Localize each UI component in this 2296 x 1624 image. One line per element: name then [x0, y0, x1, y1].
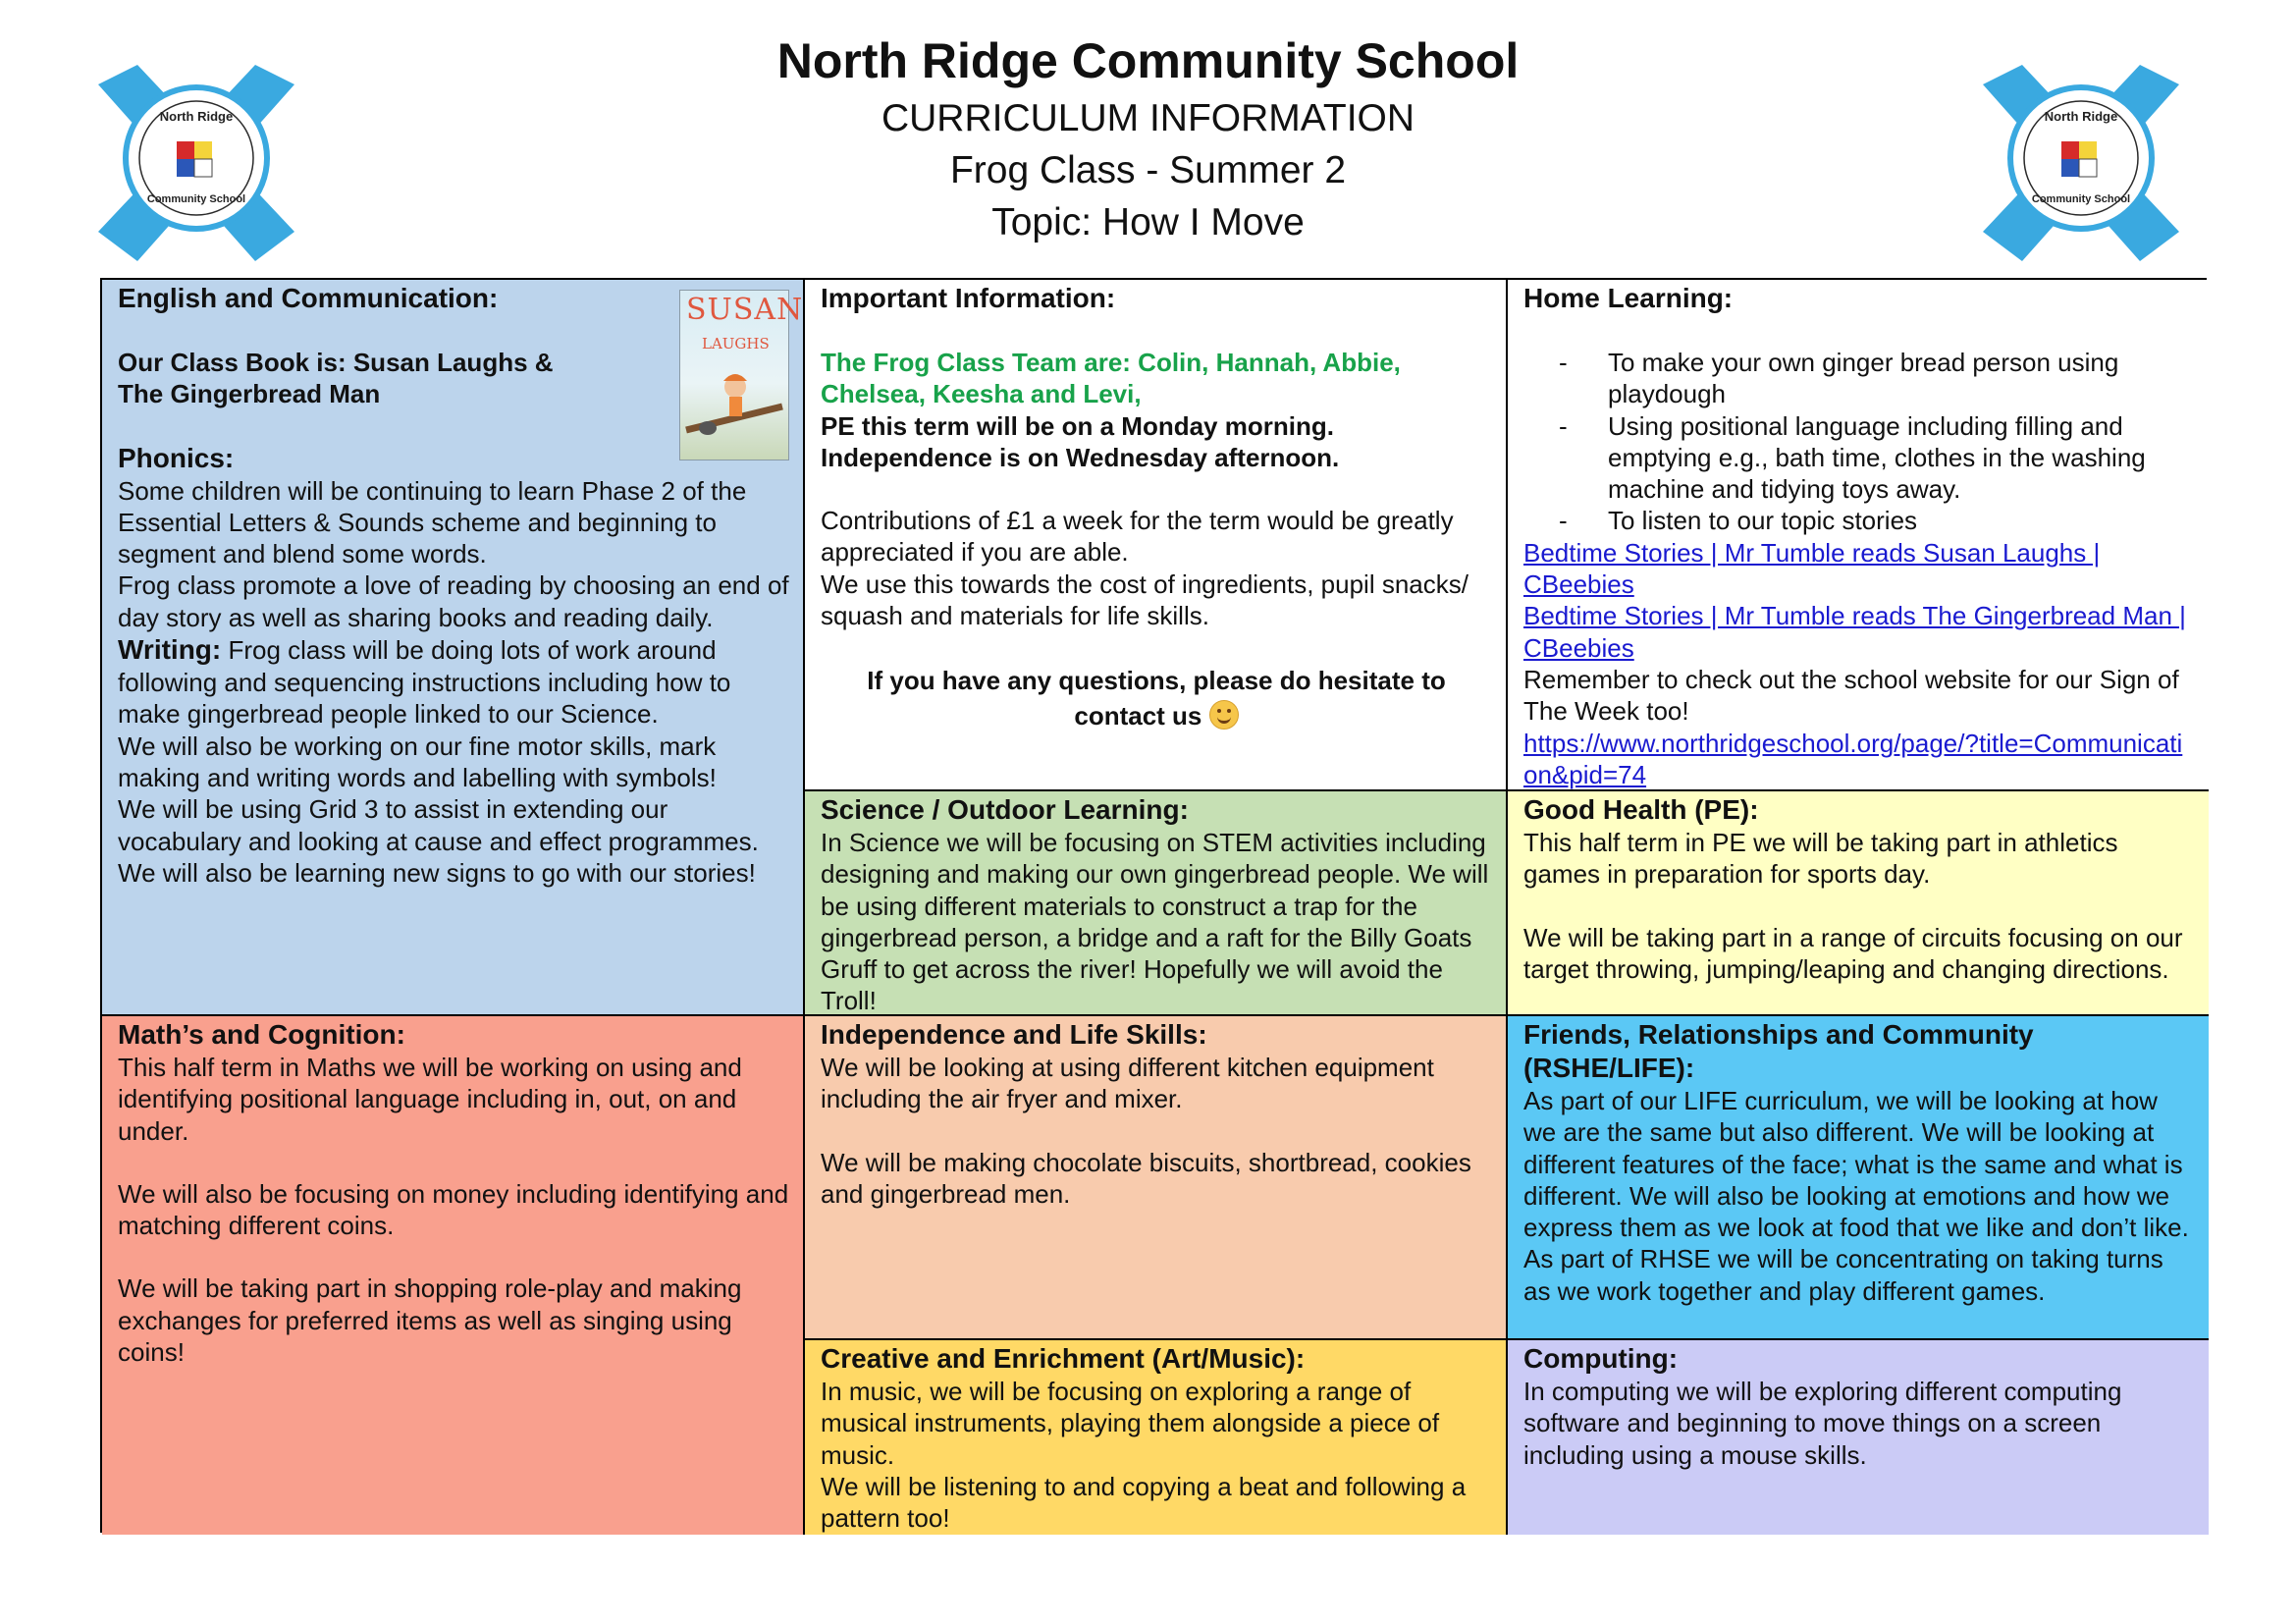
creative-text-2: We will be listening to and copying a beat and following a pattern too! [821, 1471, 1467, 1534]
friends-relationships-section [1508, 1016, 2209, 1340]
writing-text-4: We will also be learning new signs to go with our stories! [118, 857, 756, 888]
book-cover-title: SUSAN [686, 293, 804, 327]
logo-text-bottom: Community School [146, 193, 246, 205]
phonics-text-2: Frog class promote a love of reading by choosing an end of day story as well as sharing books and reading daily. [118, 570, 789, 632]
maths-text-3: We will be taking part in shopping role-play and making exchanges for preferred items as well as singing using coins! [118, 1273, 742, 1368]
class-team: The Frog Class Team are: Colin, Hannah, Abbie, Chelsea, Keesha and Levi, [821, 348, 1401, 409]
smiley-icon [1209, 700, 1239, 730]
computing-section [1508, 1340, 2209, 1535]
computing-text: In computing we will be exploring different computing software and beginning to move things on a screen including using a mouse skills. [1523, 1377, 2122, 1470]
list-item: - To listen to our topic stories [1608, 505, 2195, 536]
english-section [102, 280, 805, 1016]
home-learning-list [1523, 347, 2195, 537]
class-book-line2: The Gingerbread Man [118, 379, 381, 409]
writing-text-1 [118, 633, 789, 731]
maths-text-1: This half term in Maths we will be working on using and identifying positional language including in, out, on and under. [118, 1053, 742, 1146]
important-info-section [805, 280, 1508, 791]
good-health-section [1508, 791, 2209, 1016]
friends-text-2: As part of RHSE we will be concentrating on taking turns as we work together and play different games. [1523, 1244, 2163, 1306]
questions-text [821, 663, 1492, 733]
phonics-heading: Phonics: [118, 442, 235, 473]
writing-label: Writing: [118, 634, 222, 666]
independence-day: Independence is on Wednesday afternoon. [821, 442, 1340, 472]
book-cover-image [679, 290, 804, 460]
page-header [0, 29, 2296, 248]
friends-heading: Friends, Relationships and Community (RSHE/LIFE): [1523, 1019, 2034, 1083]
independence-section [805, 1016, 1508, 1340]
contributions-usage: We use this towards the cost of ingredients, pupil snacks/ squash and materials for life skills. [821, 568, 1468, 631]
health-text-1: This half term in PE we will be taking part in athletics games in preparation for sports day. [1523, 828, 2118, 890]
computing-heading: Computing: [1523, 1343, 1679, 1374]
science-heading: Science / Outdoor Learning: [821, 794, 1189, 825]
independence-heading: Independence and Life Skills: [821, 1019, 1207, 1050]
susan-laughs-story-link[interactable]: Bedtime Stories | Mr Tumble reads Susan Laughs | CBeebies [1523, 537, 2101, 600]
logo-text-top: North Ridge [2044, 109, 2118, 124]
important-heading: Important Information: [821, 283, 1116, 313]
home-learning-section [1508, 280, 2209, 791]
book-illustration [680, 346, 788, 463]
curriculum-grid [100, 278, 2207, 1533]
friends-text-1: As part of our LIFE curriculum, we will be looking at how we are the same but also different. We will be looking at different features of the face; what is the same and what is different. We will also be looking at emotions and how we express them as we look at food that we like and don’t like. [1523, 1086, 2189, 1243]
creative-text-1: In music, we will be focusing on exploring a range of musical instruments, playing them alongside a piece of music. [821, 1377, 1440, 1470]
class-book-line1: Our Class Book is: Susan Laughs & [118, 348, 554, 377]
school-name: North Ridge Community School [776, 33, 1520, 88]
science-section [805, 791, 1508, 1016]
list-item: - To make your own ginger bread person using playdough [1608, 347, 2195, 410]
writing-text-2: We will also be working on our fine motor skills, mark making and writing words and labelling with symbols! [118, 731, 717, 792]
health-text-2: We will be taking part in a range of circuits focusing on our target throwing, jumping/leaping and changing directions. [1523, 922, 2183, 984]
pe-day: PE this term will be on a Monday morning. [821, 410, 1334, 441]
gingerbread-man-story-link[interactable]: Bedtime Stories | Mr Tumble reads The Gingerbread Man | CBeebies [1523, 601, 2186, 663]
health-heading: Good Health (PE): [1523, 794, 1759, 825]
questions-label: If you have any questions, please do hesitate to contact us [867, 666, 1446, 731]
maths-section [102, 1016, 805, 1535]
writing-body: Frog class will be doing lots of work around following and sequencing instructions including how to make gingerbread people linked to our Science. [118, 635, 731, 730]
home-heading: Home Learning: [1523, 283, 1734, 313]
english-heading: English and Communication: [118, 283, 499, 313]
independence-text-2: We will be making chocolate biscuits, shortbread, cookies and gingerbread men. [821, 1147, 1471, 1209]
science-text: In Science we will be focusing on STEM activities including designing and making our own gingerbread people. We will be using different materials to construct a trap for the gingerbread person, a bridge and a raft for the Billy Goats Gruff to get across the river! Hopefully we will avoid the Troll! [821, 828, 1489, 1016]
creative-heading: Creative and Enrichment (Art/Music): [821, 1343, 1306, 1374]
book-cover-subtitle: LAUGHS [702, 335, 770, 352]
creative-section [805, 1340, 1508, 1535]
logo-text-bottom: Community School [2031, 193, 2131, 205]
contributions-text: Contributions of £1 a week for the term would be greatly appreciated if you are able. [821, 506, 1454, 568]
phonics-text-1: Some children will be continuing to learn Phase 2 of the Essential Letters & Sounds scheme and beginning to segment and blend some words. [118, 475, 747, 569]
writing-text-3: We will be using Grid 3 to assist in extending our vocabulary and looking at cause and effect programmes. [118, 794, 759, 856]
independence-text-1: We will be looking at using different kitchen equipment including the air fryer and mixer. [821, 1053, 1434, 1114]
topic: Topic: How I Move [991, 201, 1305, 244]
school-website-link[interactable]: https://www.northridgeschool.org/page/?title=Communication&pid=74 [1523, 728, 2183, 789]
maths-text-2: We will also be focusing on money including identifying and matching different coins. [118, 1178, 789, 1241]
list-item: - Using positional language including filling and emptying e.g., bath time, clothes in the washing machine and tidying toys away. [1608, 410, 2195, 506]
page-subtitle: CURRICULUM INFORMATION [881, 97, 1415, 139]
website-reminder: Remember to check out the school website for our Sign of The Week too! [1523, 664, 2179, 727]
logo-text-top: North Ridge [159, 109, 234, 124]
maths-heading: Math’s and Cognition: [118, 1019, 405, 1050]
class-term: Frog Class - Summer 2 [949, 149, 1347, 191]
